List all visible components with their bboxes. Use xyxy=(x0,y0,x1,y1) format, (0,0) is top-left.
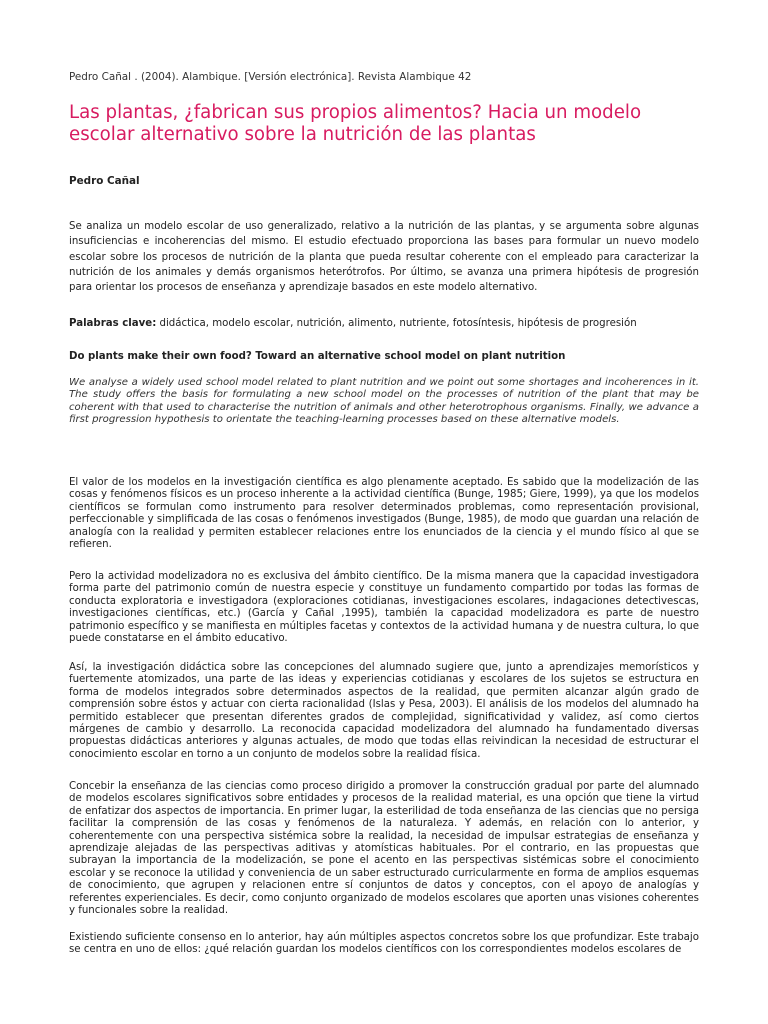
body-paragraph: Así, la investigación didáctica sobre las concepciones del alumnado sugiere que, junto a aprendizajes memorísticos y fuertemente atomizados, una parte de las ideas y experiencias cotidianas y escolares de los sujetos se estructura en forma de modelos integrados sobre determinados aspectos de la realidad, que permiten alcanzar algún grado de comprensión sobre éstos y actuar con cierta racionalidad (Islas y Pesa, 2003). El análisis de los modelos del alumnado ha permitido establecer que presentan diferentes grados de complejidad, significatividad y validez, así como ciertos márgenes de cambio y desarrollo. La reconocida capacidad modelizadora del alumnado ha fundamentado diversas propuestas didácticas anteriores y algunas actuales, de modo que todas ellas reivindican la necesidad de estructurar el conocimiento escolar en torno a un conjunto de modelos sobre la realidad física. xyxy=(69,662,699,760)
article-title: Las plantas, ¿fabrican sus propios alimentos? Hacia un modelo escolar alternativo sobre la nutrición de las plantas xyxy=(69,102,642,145)
abstract-spanish: Se analiza un modelo escolar de uso generalizado, relativo a la nutrición de las plantas, y se argumenta sobre algunas insuficiencias e incoherencias del mismo. El estudio efectuado proporciona las bases para formular un nuevo modelo escolar sobre los procesos de nutrición de la planta que pueda resultar coherente con el empleado para caracterizar la nutrición de los animales y demás organismos heterótrofos. Por último, se avanza una primera hipótesis de progresión para orientar los procesos de enseñanza y aprendizaje basados en este modelo alternativo. xyxy=(69,221,699,294)
author: Pedro Cañal xyxy=(69,175,140,187)
keywords-text: didáctica, modelo escolar, nutrición, alimento, nutriente, fotosíntesis, hipótesis de progresión xyxy=(156,318,637,329)
keywords-label: Palabras clave: xyxy=(69,318,157,329)
body-paragraph: Pero la actividad modelizadora no es exclusiva del ámbito científico. De la misma manera que la capacidad investigadora forma parte del patrimonio común de nuestra especie y constituye un fundamento compartido por todas las formas de conducta exploratoria e investigadora (exploraciones cotidianas, investigaciones escolares, indagaciones detectivescas, investigaciones científicas, etc.) (García y Cañal ,1995), también la capacidad modelizadora es parte de nuestro patrimonio específico y se manifiesta en múltiples facetas y contextos de la actividad humana y de nuestra cultura, lo que puede constatarse en el ámbito educativo. xyxy=(69,571,699,645)
body-paragraph: Concebir la enseñanza de las ciencias como proceso dirigido a promover la construcción gradual por parte del alumnado de modelos escolares significativos sobre entidades y procesos de la realidad material, es una opción que tiene la virtud de enfatizar dos aspectos de importancia. En primer lugar, la esterilidad de toda enseñanza de las ciencias que no persiga facilitar la comprensión de las cosas y fenómenos de la naturaleza. Y además, en relación con lo anterior, y coherentemente con una perspectiva sistémica sobre la realidad, la necesidad de impulsar estrategias de enseñanza y aprendizaje alejadas de las perspectivas aditivas y atomísticas habituales. Por el contrario, en las propuestas que subrayan la importancia de la modelización, se pone el acento en las perspectivas sistémicas sobre el conocimiento escolar y se reconoce la utilidad y conveniencia de un saber estructurado curricularmente en forma de amplios esquemas de conocimiento, que agrupen y relacionen entre sí conjuntos de datos y conceptos, con el apoyo de analogías y referentes experienciales. Es decir, como conjunto organizado de modelos escolares que aporten unas visiones coherentes y funcionales sobre la realidad. xyxy=(69,781,699,917)
keywords xyxy=(69,318,709,329)
abstract-english: We analyse a widely used school model related to plant nutrition and we point out some shortages and incoherences in it. The study offers the basis for formulating a new school model on the processes of nutrition of the plant that may be coherent with that used to characterise the nutrition of animals and other heterotrophous organisms. Finally, we advance a first progression hypothesis to orientate the teaching-learning processes based on these alternative models. xyxy=(69,377,699,426)
body-paragraph: Existiendo suficiente consenso en lo anterior, hay aún múltiples aspectos concretos sobre los que profundizar. Este trabajo se centra en uno de ellos: ¿qué relación guardan los modelos científicos con los correspondientes modelos escolares de xyxy=(69,932,699,956)
citation: Pedro Cañal . (2004). Alambique. [Versión electrónica]. Revista Alambique 42 xyxy=(69,71,472,83)
english-title: Do plants make their own food? Toward an alternative school model on plant nutrition xyxy=(69,351,566,362)
body-paragraph: El valor de los modelos en la investigación científica es algo plenamente aceptado. Es sabido que la modelización de las cosas y fenómenos físicos es un proceso inherente a la actividad científica (Bunge, 1985; Giere, 1999), ya que los modelos científicos se formulan como instrumento para resolver determinados problemas, como representación provisional, perfeccionable y simplificada de las cosas o fenómenos investigados (Bunge, 1985), de modo que guardan una relación de analogía con la realidad y permiten establecer relaciones entre los enunciados de la ciencia y el mundo físico al que se refieren. xyxy=(69,477,699,551)
